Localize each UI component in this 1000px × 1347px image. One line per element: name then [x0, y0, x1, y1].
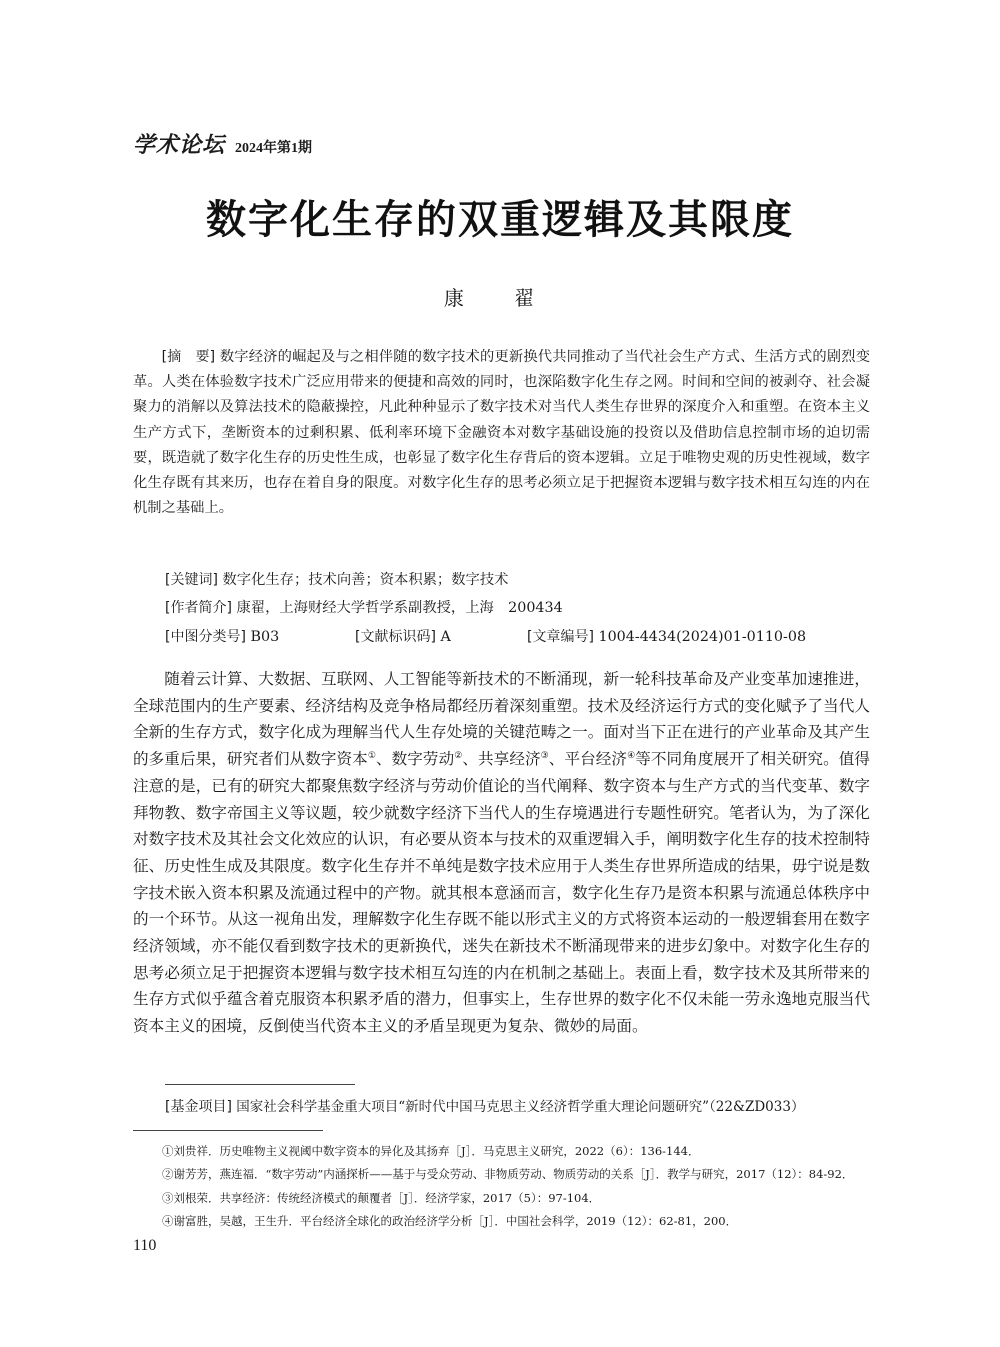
- fund-text: 国家社会科学基金重大项目“新时代中国马克思主义经济哲学重大理论问题研究”（22&ZD033）: [236, 1099, 805, 1115]
- footnote-4: ④谢富胜，吴越，王生升．平台经济全球化的政治经济学分析［J］．中国社会科学，2019（12）：62-81，200．: [162, 1214, 738, 1229]
- footnote-ref-2[interactable]: ②: [454, 750, 463, 761]
- footnote-2: ②谢芳芳，燕连福．“数字劳动”内涵探析——基于与受众劳动、非物质劳动、物质劳动的关系［J］．教学与研究，2017（12）：84-92．: [162, 1167, 854, 1182]
- body-text-3: 、共享经济: [462, 750, 541, 769]
- clc-value: B03: [250, 629, 280, 645]
- clc-label: [中图分类号]: [165, 629, 246, 645]
- doc-label: [文献标识码]: [355, 629, 436, 645]
- footnote-3: ③刘根荣．共享经济：传统经济模式的颠覆者［J］．经济学家，2017（5）：97-104．: [162, 1190, 601, 1205]
- body-paragraph: [133, 666, 870, 1040]
- article-number: [527, 626, 806, 646]
- keywords-text: 数字化生存；技术向善；资本积累；数字技术: [222, 572, 509, 588]
- footnote-1: ①刘贵祥．历史唯物主义视阈中数字资本的异化及其扬弃［J］．马克思主义研究，2022（6）：136-144．: [162, 1144, 700, 1158]
- journal-header: [133, 128, 312, 159]
- abstract-label: [摘 要]: [161, 349, 216, 365]
- clc-code: [165, 626, 279, 646]
- footnote-ref-4[interactable]: ④: [627, 750, 636, 761]
- article-number-label: [文章编号]: [527, 629, 594, 645]
- fund-project: [165, 1095, 870, 1116]
- keywords-label: [关键词]: [165, 572, 218, 588]
- page-number: 110: [133, 1237, 157, 1254]
- author-info-label: [作者简介]: [165, 600, 232, 616]
- author-info: [165, 597, 563, 617]
- author-info-text: 康翟，上海财经大学哲学系副教授，上海 200434: [236, 600, 563, 616]
- keywords: [165, 569, 508, 589]
- footnote-divider: [133, 1130, 323, 1131]
- doc-code: [355, 626, 451, 646]
- footnote-ref-3[interactable]: ③: [540, 750, 549, 761]
- article-author: 康 翟: [443, 286, 557, 310]
- fund-label: [基金项目]: [165, 1099, 232, 1115]
- body-text-2: 、数字劳动: [375, 750, 455, 769]
- journal-name: 学术论坛: [133, 132, 226, 158]
- body-text-1: 随着云计算、大数据、互联网、人工智能等新技术的不断涌现，新一轮科技革命及产业变革加速推进，全球范围内的生产要素、经济结构及竞争格局都经历着深刻重塑。技术及经济运行方式的变化赋予了当代人全新的生存方式，数字化成为理解当代人生存处境的关键范畴之一。面对当下正在进行的产业革命及其产生的多重后果，研究者们从数字资本: [133, 670, 870, 769]
- article-number-value: 1004-4434(2024)01-0110-08: [598, 629, 807, 645]
- footnote-ref-1[interactable]: ①: [367, 750, 376, 761]
- body-text-5: 等不同角度展开了相关研究。值得注意的是，已有的研究大都聚焦数字经济与劳动价值论的当代阐释、数字资本与生产方式的当代变革、数字拜物教、数字帝国主义等议题，较少就数字经济下当代人的生存境遇进行专题性研究。笔者认为，为了深化对数字技术及其社会文化效应的认识，有必要从资本与技术的双重逻辑入手，阐明数字化生存的技术控制特征、历史性生成及其限度。数字化生存并不单纯是数字技术应用于人类生存世界所造成的结果，毋宁说是数字技术嵌入资本积累及流通过程中的产物。就其根本意涵而言，数字化生存乃是资本积累与流通总体秩序中的一个环节。从这一视角出发，理解数字化生存既不能以形式主义的方式将资本运动的一般逻辑套用在数字经济领域，亦不能仅看到数字技术的更新换代，迷失在新技术不断涌现带来的进步幻象中。对数字化生存的思考必须立足于把握资本逻辑与数字技术相互勾连的内在机制之基础上。表面上看，数字技术及其所带来的生存方式似乎蕴含着克服资本积累矛盾的潜力，但事实上，生存世界的数字化不仅未能一劳永逸地克服当代资本主义的困境，反倒使当代资本主义的矛盾呈现更为复杂、微妙的局面。: [133, 750, 870, 1036]
- footnotes: [133, 1140, 870, 1234]
- article-title: 数字化生存的双重逻辑及其限度: [206, 197, 794, 243]
- body-text-4: 、平台经济: [548, 750, 628, 769]
- abstract-text: 数字经济的崛起及与之相伴随的数字技术的更新换代共同推动了当代社会生产方式、生活方式的剧烈变革。人类在体验数字技术广泛应用带来的便捷和高效的同时，也深陷数字化生存之网。时间和空间的被剥夺、社会凝聚力的消解以及算法技术的隐蔽操控，凡此种种显示了数字技术对当代人类生存世界的深度介入和重塑。在资本主义生产方式下，垄断资本的过剩积累、低利率环境下金融资本对数字基础设施的投资以及借助信息控制市场的迫切需要，既造就了数字化生存的历史性生成，也彰显了数字化生存背后的资本逻辑。立足于唯物史观的历史性视域，数字化生存既有其来历，也存在着自身的限度。对数字化生存的思考必须立足于把握资本逻辑与数字技术相互勾连的内在机制之基础上。: [133, 349, 870, 517]
- fund-divider: [165, 1084, 355, 1085]
- journal-issue: 2024年第1期: [235, 141, 313, 156]
- abstract: [133, 345, 870, 521]
- doc-value: A: [440, 629, 451, 645]
